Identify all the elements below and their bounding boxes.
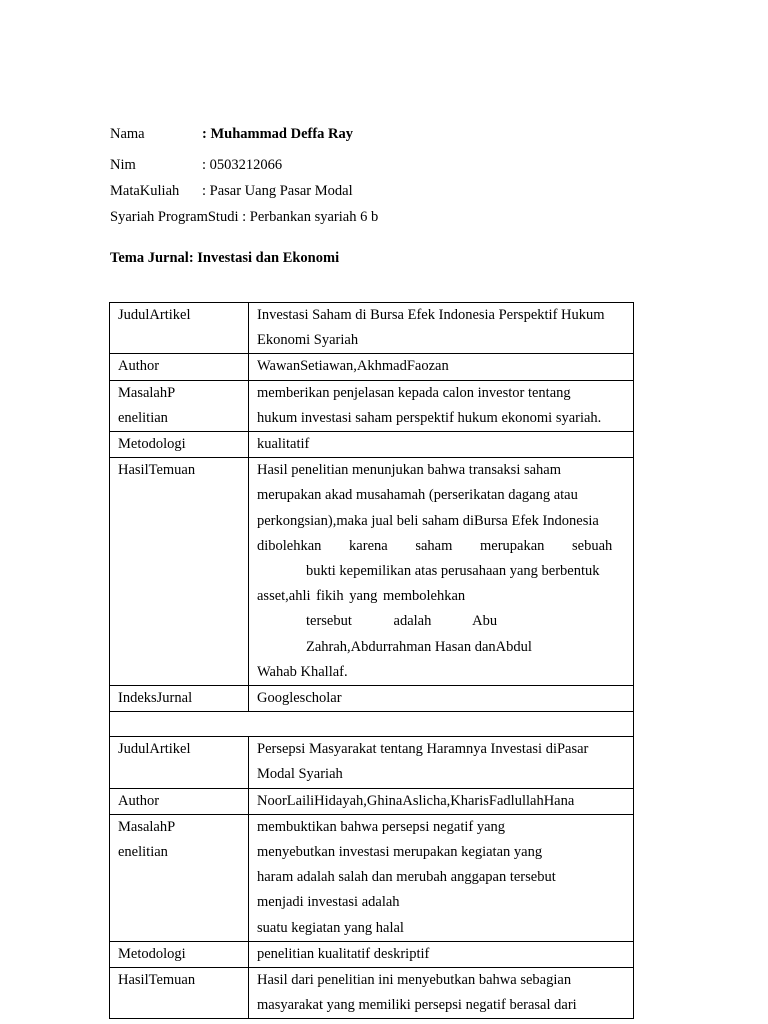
masalah-label [110,380,249,431]
tema-heading: Tema Jurnal: Investasi dan Ekonomi [110,250,340,266]
table-row [110,458,634,686]
table-row [110,380,634,431]
judul-value [249,303,634,354]
table-row [110,686,634,712]
masalah-value [249,814,634,941]
matakuliah-value: : Pasar Uang Pasar Modal [202,183,353,199]
masalah-line: membuktikan bahwa persepsi negatif yang [257,818,506,835]
author-label: Author [110,788,249,814]
hasil-line: merupakan akad musahamah (perserikatan dagang atau [257,487,578,504]
metodologi-label: Metodologi [110,432,249,458]
masalah-label-line: enelitian [118,409,168,426]
hasil-line: asset,ahli fikih yang membolehkan [257,588,466,605]
journal-table [109,302,634,1019]
indeks-value: Googlescholar [249,686,634,712]
masalah-line: haram adalah salah dan merubah anggapan tersebut [257,869,556,886]
judul-line: Persepsi Masyarakat tentang Haramnya Investasi diPasar [257,741,589,758]
hasil-line: masyarakat yang memiliki persepsi negatif berasal dari [257,997,577,1014]
hasil-line: Hasil penelitian menunjukan bahwa transaksi saham [257,462,562,479]
judul-line: Modal Syariah [257,766,343,783]
hasil-label: HasilTemuan [110,968,249,1019]
metodologi-value: kualitatif [249,432,634,458]
masalah-label-line: MasalahP [118,384,176,401]
nim-value: : 0503212066 [202,157,283,173]
masalah-line: suatu kegiatan yang halal [257,919,404,936]
author-value: WawanSetiawan,AkhmadFaozan [249,354,634,380]
hasil-line: Hasil dari penelitian ini menyebutkan bahwa sebagian [257,972,572,989]
nama-label: Nama [110,126,145,142]
prodi-row: Syariah ProgramStudi : Perbankan syariah 6 b [110,209,379,225]
hasil-value [249,968,634,1019]
masalah-line: memberikan penjelasan kepada calon investor tentang [257,384,571,401]
table-row [110,303,634,354]
judul-line: Investasi Saham di Bursa Efek Indonesia Perspektif Hukum [257,307,605,323]
matakuliah-label: MataKuliah [110,183,180,199]
hasil-label: HasilTemuan [110,458,249,686]
author-value: NoorLailiHidayah,GhinaAslicha,KharisFadlullahHana [249,788,634,814]
judul-value [249,737,634,788]
spacer-row [110,712,634,737]
judul-label: JudulArtikel [110,737,249,788]
hasil-line: bukti kepemilikan atas perusahaan yang berbentuk [306,563,600,580]
masalah-line: hukum investasi saham perspektif hukum ekonomi syariah. [257,409,602,426]
spacer-cell [110,712,634,737]
masalah-label-line: MasalahP [118,818,176,835]
table-row [110,788,634,814]
metodologi-label: Metodologi [110,941,249,967]
masalah-value [249,380,634,431]
hasil-line: dibolehkan karena saham merupakan sebuah [257,537,613,554]
table-row [110,968,634,1019]
hasil-line: tersebut adalah Abu [306,613,498,630]
table-row [110,432,634,458]
nama-row [110,126,353,143]
table-row [110,354,634,380]
metodologi-value: penelitian kualitatif deskriptif [249,941,634,967]
masalah-label [110,814,249,941]
nama-value: : Muhammad Deffa Ray [202,126,354,142]
judul-line: Ekonomi Syariah [257,332,359,349]
author-label: Author [110,354,249,380]
table-row [110,737,634,788]
hasil-line: perkongsian),maka jual beli saham diBursa Efek Indonesia [257,512,599,529]
masalah-line: menyebutkan investasi merupakan kegiatan yang [257,844,543,861]
indeks-label: IndeksJurnal [110,686,249,712]
table-row [110,814,634,941]
nim-row [110,157,282,174]
hasil-line: Zahrah,Abdurrahman Hasan danAbdul [306,638,532,655]
matakuliah-row [110,183,353,200]
judul-label: JudulArtikel [110,303,249,354]
masalah-label-line: enelitian [118,844,168,861]
hasil-value [249,458,634,686]
table-row [110,941,634,967]
masalah-line: menjadi investasi adalah [257,894,400,911]
nim-label: Nim [110,157,136,173]
hasil-line: Wahab Khallaf. [257,663,348,680]
